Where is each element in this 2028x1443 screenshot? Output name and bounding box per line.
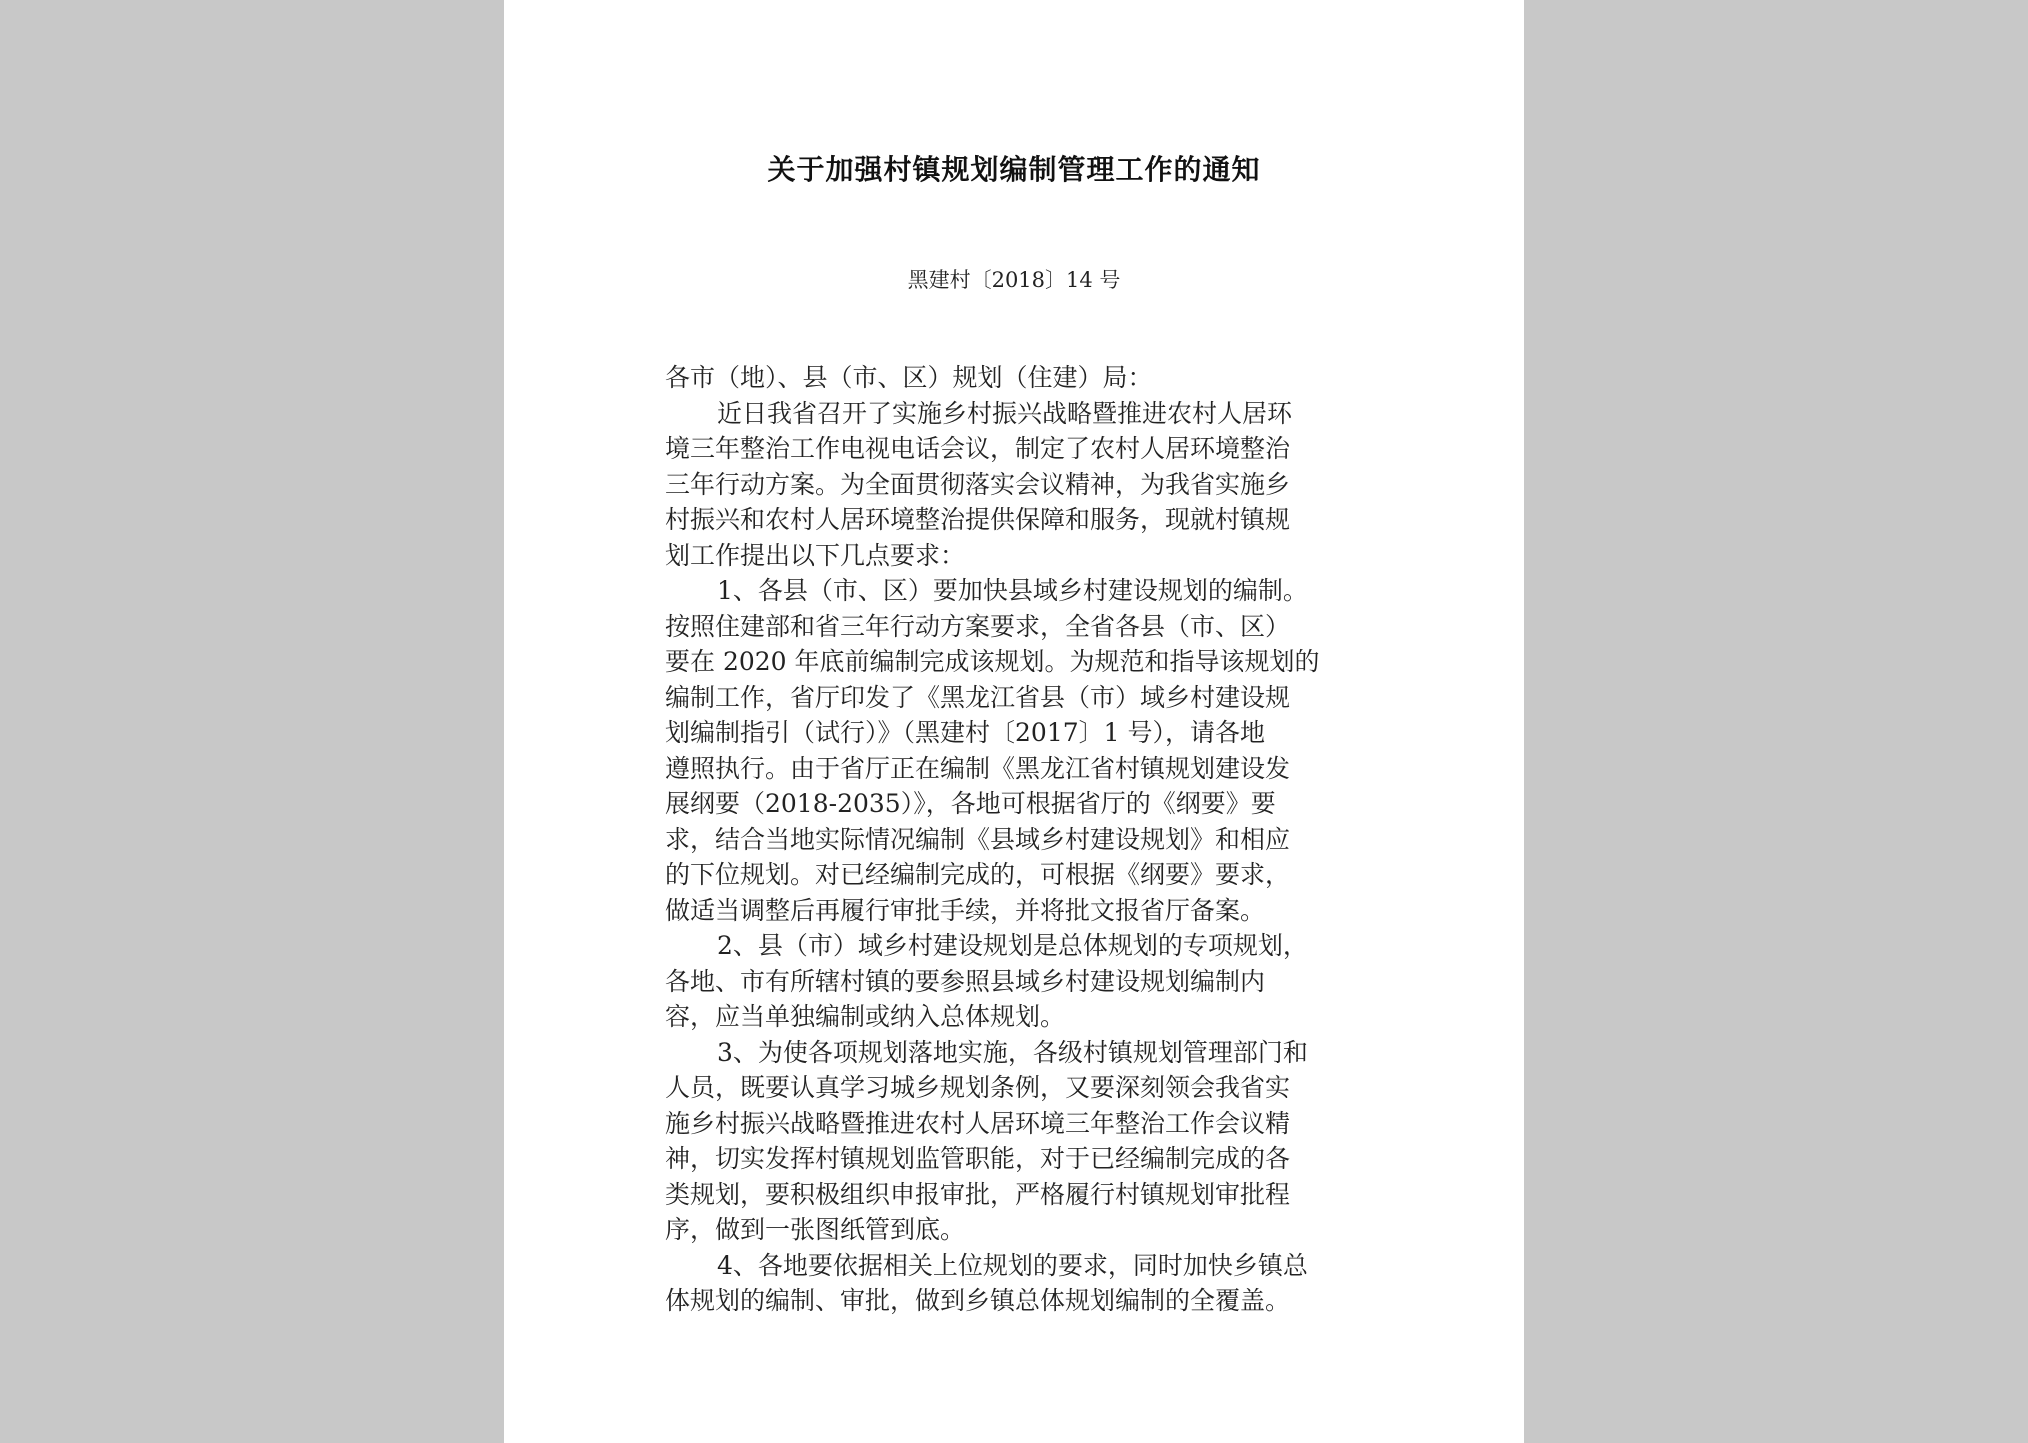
body-line: 按照住建部和省三年行动方案要求，全省各县（市、区） — [665, 611, 1291, 641]
body-line: 1、各县（市、区）要加快县域乡村建设规划的编制。 — [717, 576, 1308, 605]
salutation: 各市（地）、县（市、区）规划（住建）局： — [665, 363, 1153, 392]
body-line: 人员，既要认真学习城乡规划条例，又要深刻领会我省实 — [665, 1073, 1291, 1102]
body-line: 展纲要（2018-2035）》，各地可根据省厅的《纲要》要 — [665, 789, 1276, 818]
body-line: 划工作提出以下几点要求： — [665, 540, 966, 570]
body-lines — [665, 396, 1365, 1319]
body-line: 近日我省召开了实施乡村振兴战略暨推进农村人居环 — [717, 398, 1293, 428]
document-title: 关于加强村镇规划编制管理工作的通知 — [767, 153, 1261, 186]
body-line: 三年行动方案。为全面贯彻落实会议精神，为我省实施乡 — [665, 469, 1291, 499]
body-line: 体规划的编制、审批，做到乡镇总体规划编制的全覆盖。 — [665, 1286, 1291, 1315]
body-line: 2、县（市）域乡村建设规划是总体规划的专项规划， — [717, 931, 1308, 960]
body-line: 求，结合当地实际情况编制《县域乡村建设规划》和相应 — [665, 824, 1291, 854]
body-line: 做适当调整后再履行审批手续，并将批文报省厅备案。 — [665, 895, 1266, 925]
document-number: 黑建村〔2018〕14 号 — [907, 268, 1121, 292]
body-line: 遵照执行。由于省厅正在编制《黑龙江省村镇规划建设发 — [665, 753, 1291, 783]
document-page — [504, 0, 1524, 1443]
body-line: 境三年整治工作电视电话会议，制定了农村人居环境整治 — [665, 434, 1291, 463]
body-line: 神，切实发挥村镇规划监管职能，对于已经编制完成的各 — [665, 1144, 1291, 1173]
body-line: 村振兴和农村人居环境整治提供保障和服务，现就村镇规 — [665, 505, 1291, 534]
body-line: 4、各地要依据相关上位规划的要求，同时加快乡镇总 — [717, 1250, 1308, 1280]
body-line: 3、为使各项规划落地实施，各级村镇规划管理部门和 — [717, 1037, 1308, 1067]
body-line: 要在 2020 年底前编制完成该规划。为规范和指导该规划的 — [665, 647, 1320, 676]
body-line: 序，做到一张图纸管到底。 — [665, 1215, 966, 1244]
body-line: 编制工作，省厅印发了《黑龙江省县（市）域乡村建设规 — [665, 682, 1291, 712]
body-line: 类规划，要积极组织申报审批，严格履行村镇规划审批程 — [665, 1179, 1291, 1209]
body-line: 容，应当单独编制或纳入总体规划。 — [665, 1002, 1066, 1031]
body-line: 划编制指引（试行）》（黑建村〔2017〕1 号），请各地 — [665, 718, 1265, 747]
body-line: 施乡村振兴战略暨推进农村人居环境三年整治工作会议精 — [665, 1108, 1291, 1138]
body-line: 的下位规划。对已经编制完成的，可根据《纲要》要求， — [665, 860, 1291, 889]
document-body — [665, 360, 1365, 1319]
body-line: 各地、市有所辖村镇的要参照县域乡村建设规划编制内 — [665, 966, 1266, 996]
